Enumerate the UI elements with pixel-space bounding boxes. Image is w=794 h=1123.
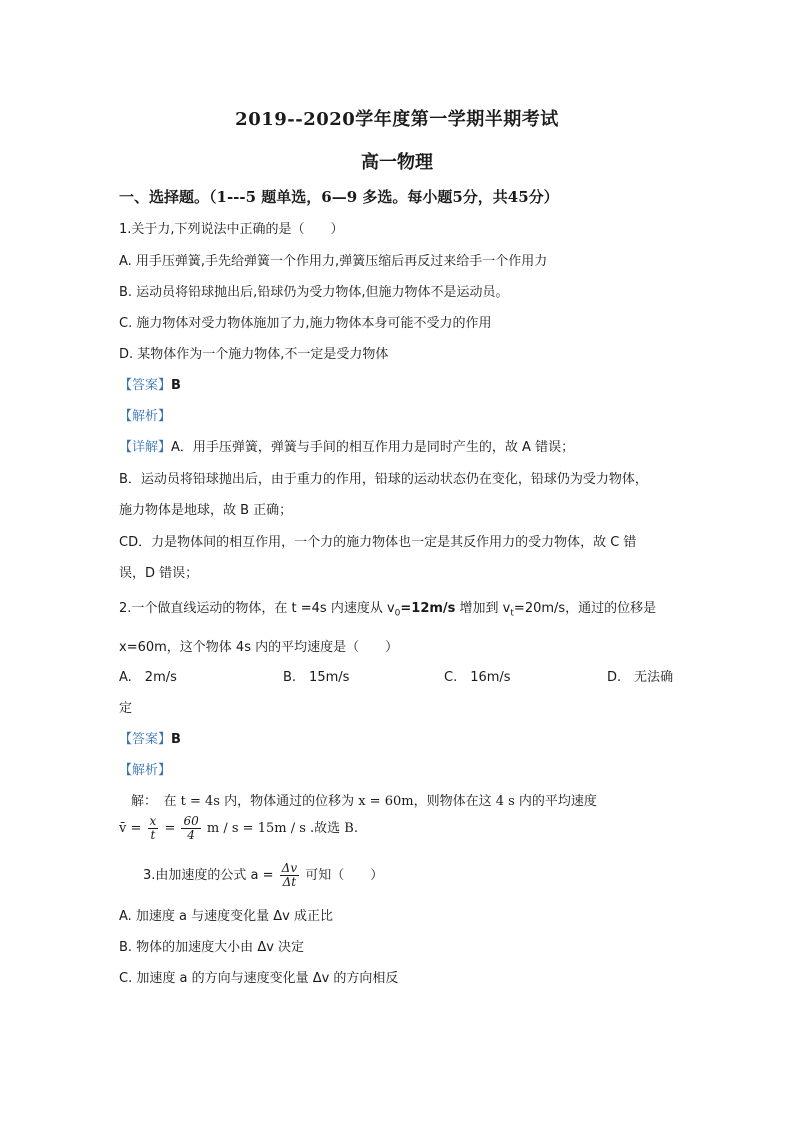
q2-option-d: D. 无法确 [607,670,674,685]
q2-sub-0: 0 [394,608,401,619]
q1-option-b: B. 运动员将铅球抛出后,铅球仍为受力物体,但施力物体不是运动员。 [119,285,509,300]
fraction-denominator: t [150,828,156,842]
q3-option-b: B. 物体的加速度大小由 Δv 决定 [119,940,305,955]
q3-stem-pre: 3.由加速度的公式 a = [143,868,274,883]
q3-stem [143,862,383,889]
q2-v0-value: =12m/s [400,601,456,616]
q2-analysis-label [119,759,171,778]
acceleration-formula [280,862,299,889]
q2-stem-end: =20m/s，通过的位移是 [513,601,657,616]
q1-answer [119,374,181,393]
q2-option-a: A. 2m/s [119,670,177,685]
detail-text: A．用手压弹簧，弹簧与手间的相互作用力是同时产生的，故 A 错误； [171,440,575,455]
q1-option-c: C. 施力物体对受力物体施加了力,施力物体本身可能不受力的作用 [119,316,492,331]
q2-stem-mid: 增加到 v [455,601,511,616]
fraction-60-over-4 [181,815,200,842]
avg-velocity-symbol: v̄ = [119,821,142,836]
q2-stem [119,597,656,619]
q1-detail-line-5: 误，D 错误； [119,566,199,581]
q3-stem-post: 可知（ ） [305,868,384,883]
q2-solution-line-2 [119,815,358,842]
answer-tag: 【答案】 [119,732,172,747]
q1-detail-line-1 [119,436,574,455]
q1-analysis-label [119,405,171,424]
q2-option-c: C. 16m/s [444,670,511,685]
q2-stem-line2: x=60m，这个物体 4s 内的平均速度是（ ） [119,640,399,655]
q3-option-a: A. 加速度 a 与速度变化量 Δv 成正比 [119,909,334,924]
q1-option-a: A. 用手压弹簧,手先给弹簧一个作用力,弹簧压缩后再反过来给手一个作用力 [119,254,548,269]
equals-sign: = [164,821,176,836]
exam-title: 2019--2020学年度第一学期半期考试 [235,109,559,130]
fraction-x-over-t [148,815,159,842]
q3-option-c: C. 加速度 a 的方向与速度变化量 Δv 的方向相反 [119,971,399,986]
q1-stem: 1.关于力,下列说法中正确的是（ ） [119,222,344,237]
answer-value: B [171,732,181,747]
q1-detail-line-4: CD．力是物体间的相互作用，一个力的施力物体也一定是其反作用力的受力物体，故 C 错 [119,535,637,550]
q2-option-b: B. 15m/s [283,670,350,685]
section-heading: 一、选择题。（1---5 题单选，6—9 多选。每小题5分，共45分） [119,188,559,206]
exam-subtitle: 高一物理 [361,152,433,173]
fraction-numerator: x [149,814,157,828]
q1-detail-line-2: B．运动员将铅球抛出后，由于重力的作用，铅球的运动状态仍在变化，铅球仍为受力物体， [119,472,648,487]
answer-value: B [171,378,181,393]
analysis-tag: 【解析】 [119,409,172,424]
q1-detail-line-3: 施力物体是地球，故 B 正确； [119,503,293,518]
solution-tail: m / s = 15m / s .故选 B. [206,821,358,836]
fraction-denominator: 4 [187,828,195,842]
fraction-numerator: Δv [281,861,298,875]
detail-tag: 【详解】 [119,440,172,455]
answer-tag: 【答案】 [119,378,172,393]
q2-stem-text: 2.一个做直线运动的物体，在 t =4s 内速度从 v [119,601,395,616]
q2-sub-t: t [510,608,514,619]
q2-option-d-wrap: 定 [119,701,133,716]
fraction-numerator: 60 [183,814,199,828]
q1-option-d: D. 某物体作为一个施力物体,不一定是受力物体 [119,347,389,362]
q2-solution-line-1: 解： 在 t = 4s 内，物体通过的位移为 x = 60m，则物体在这 4 s 内的平均速度 [131,794,597,809]
analysis-tag: 【解析】 [119,763,172,778]
fraction-denominator: Δt [282,875,297,889]
q2-answer [119,728,181,747]
